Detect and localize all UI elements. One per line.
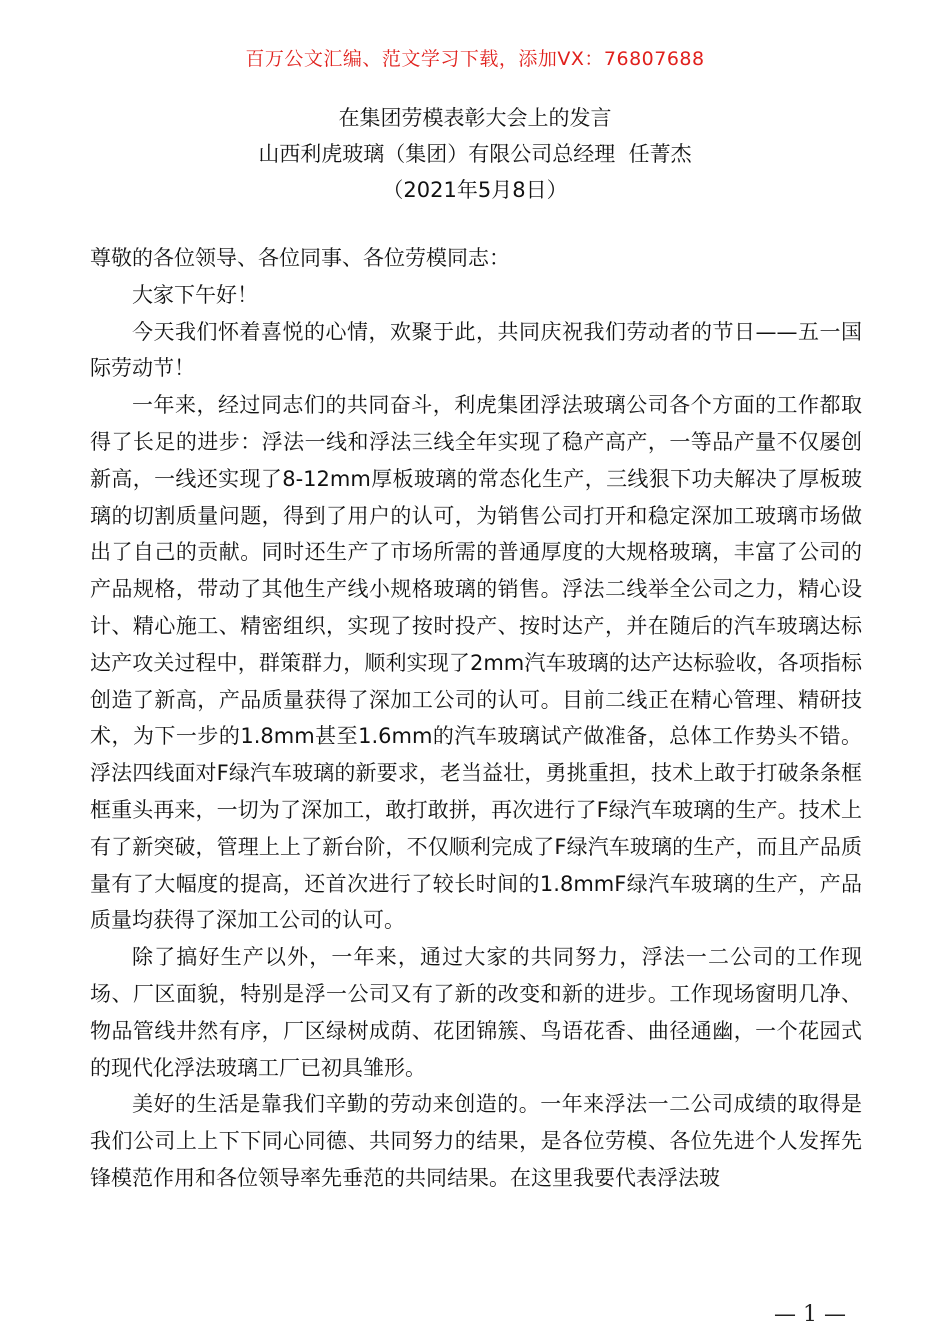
speech-body [90, 240, 862, 1197]
document-title: 在集团劳模表彰大会上的发言 [338, 106, 612, 130]
salutation: 尊敬的各位领导、各位同事、各位劳模同志： [90, 246, 510, 270]
page-number: — 1 — [774, 1302, 846, 1327]
paragraph-achievements: 一年来，经过同志们的共同奋斗，利虎集团浮法玻璃公司各个方面的工作都取得了长足的进步：浮法一线和浮法三线全年实现了稳产高产，一等品产量不仅屡创新高，一线还实现了8-12mm厚板玻璃的常态化生产，三线狠下功夫解决了厚板玻璃的切割质量问题，得到了用户的认可，为销售公司打开和稳定深加工玻璃市场做出了自己的贡献。同时还生产了市场所需的普通厚度的大规格玻璃，丰富了公司的产品规格，带动了其他生产线小规格玻璃的销售。浮法二线举全公司之力，精心设计、精心施工、精密组织，实现了按时投产、按时达产，并在随后的汽车玻璃达标达产攻关过程中，群策群力，顺利实现了2mm汽车玻璃的达产达标验收，各项指标创造了新高，产品质量获得了深加工公司的认可。目前二线正在精心管理、精研技术，为下一步的1.8mm甚至1.6mm的汽车玻璃试产做准备，总体工作势头不错。浮法四线面对F绿汽车玻璃的新要求，老当益壮，勇挑重担，技术上敢于打破条条框框重头再来，一切为了深加工，敢打敢拼，再次进行了F绿汽车玻璃的生产。技术上有了新突破，管理上上了新台阶，不仅顺利完成了F绿汽车玻璃的生产，而且产品质量有了大幅度的提高，还首次进行了较长时间的1.8mmF绿汽车玻璃的生产，产品质量均获得了深加工公司的认可。 [90, 393, 862, 933]
paragraph-gratitude: 美好的生活是靠我们辛勤的劳动来创造的。一年来浮法一二公司成绩的取得是我们公司上上下下同心同德、共同努力的结果，是各位劳模、各位先进个人发挥先锋模范作用和各位领导率先垂范的共同结果。在这里我要代表浮法玻 [90, 1092, 862, 1190]
paragraph-greeting: 大家下午好！ [132, 282, 258, 307]
speech-date: （2021年5月8日） [382, 178, 568, 202]
paragraph-intro: 今天我们怀着喜悦的心情，欢聚于此，共同庆祝我们劳动者的节日——五一国际劳动节！ [90, 319, 862, 381]
speaker-line: 山西利虎玻璃（集团）有限公司总经理 任菁杰 [258, 142, 692, 166]
title-block [0, 100, 950, 208]
paragraph-environment: 除了搞好生产以外，一年来，通过大家的共同努力，浮法一二公司的工作现场、厂区面貌，特别是浮一公司又有了新的改变和新的进步。工作现场窗明几净、物品管线井然有序，厂区绿树成荫、花团锦簇、鸟语花香、曲径通幽，一个花园式的现代化浮法玻璃工厂已初具雏形。 [90, 945, 862, 1080]
promo-banner: 百万公文汇编、范文学习下载，添加VX：76807688 [245, 48, 705, 70]
